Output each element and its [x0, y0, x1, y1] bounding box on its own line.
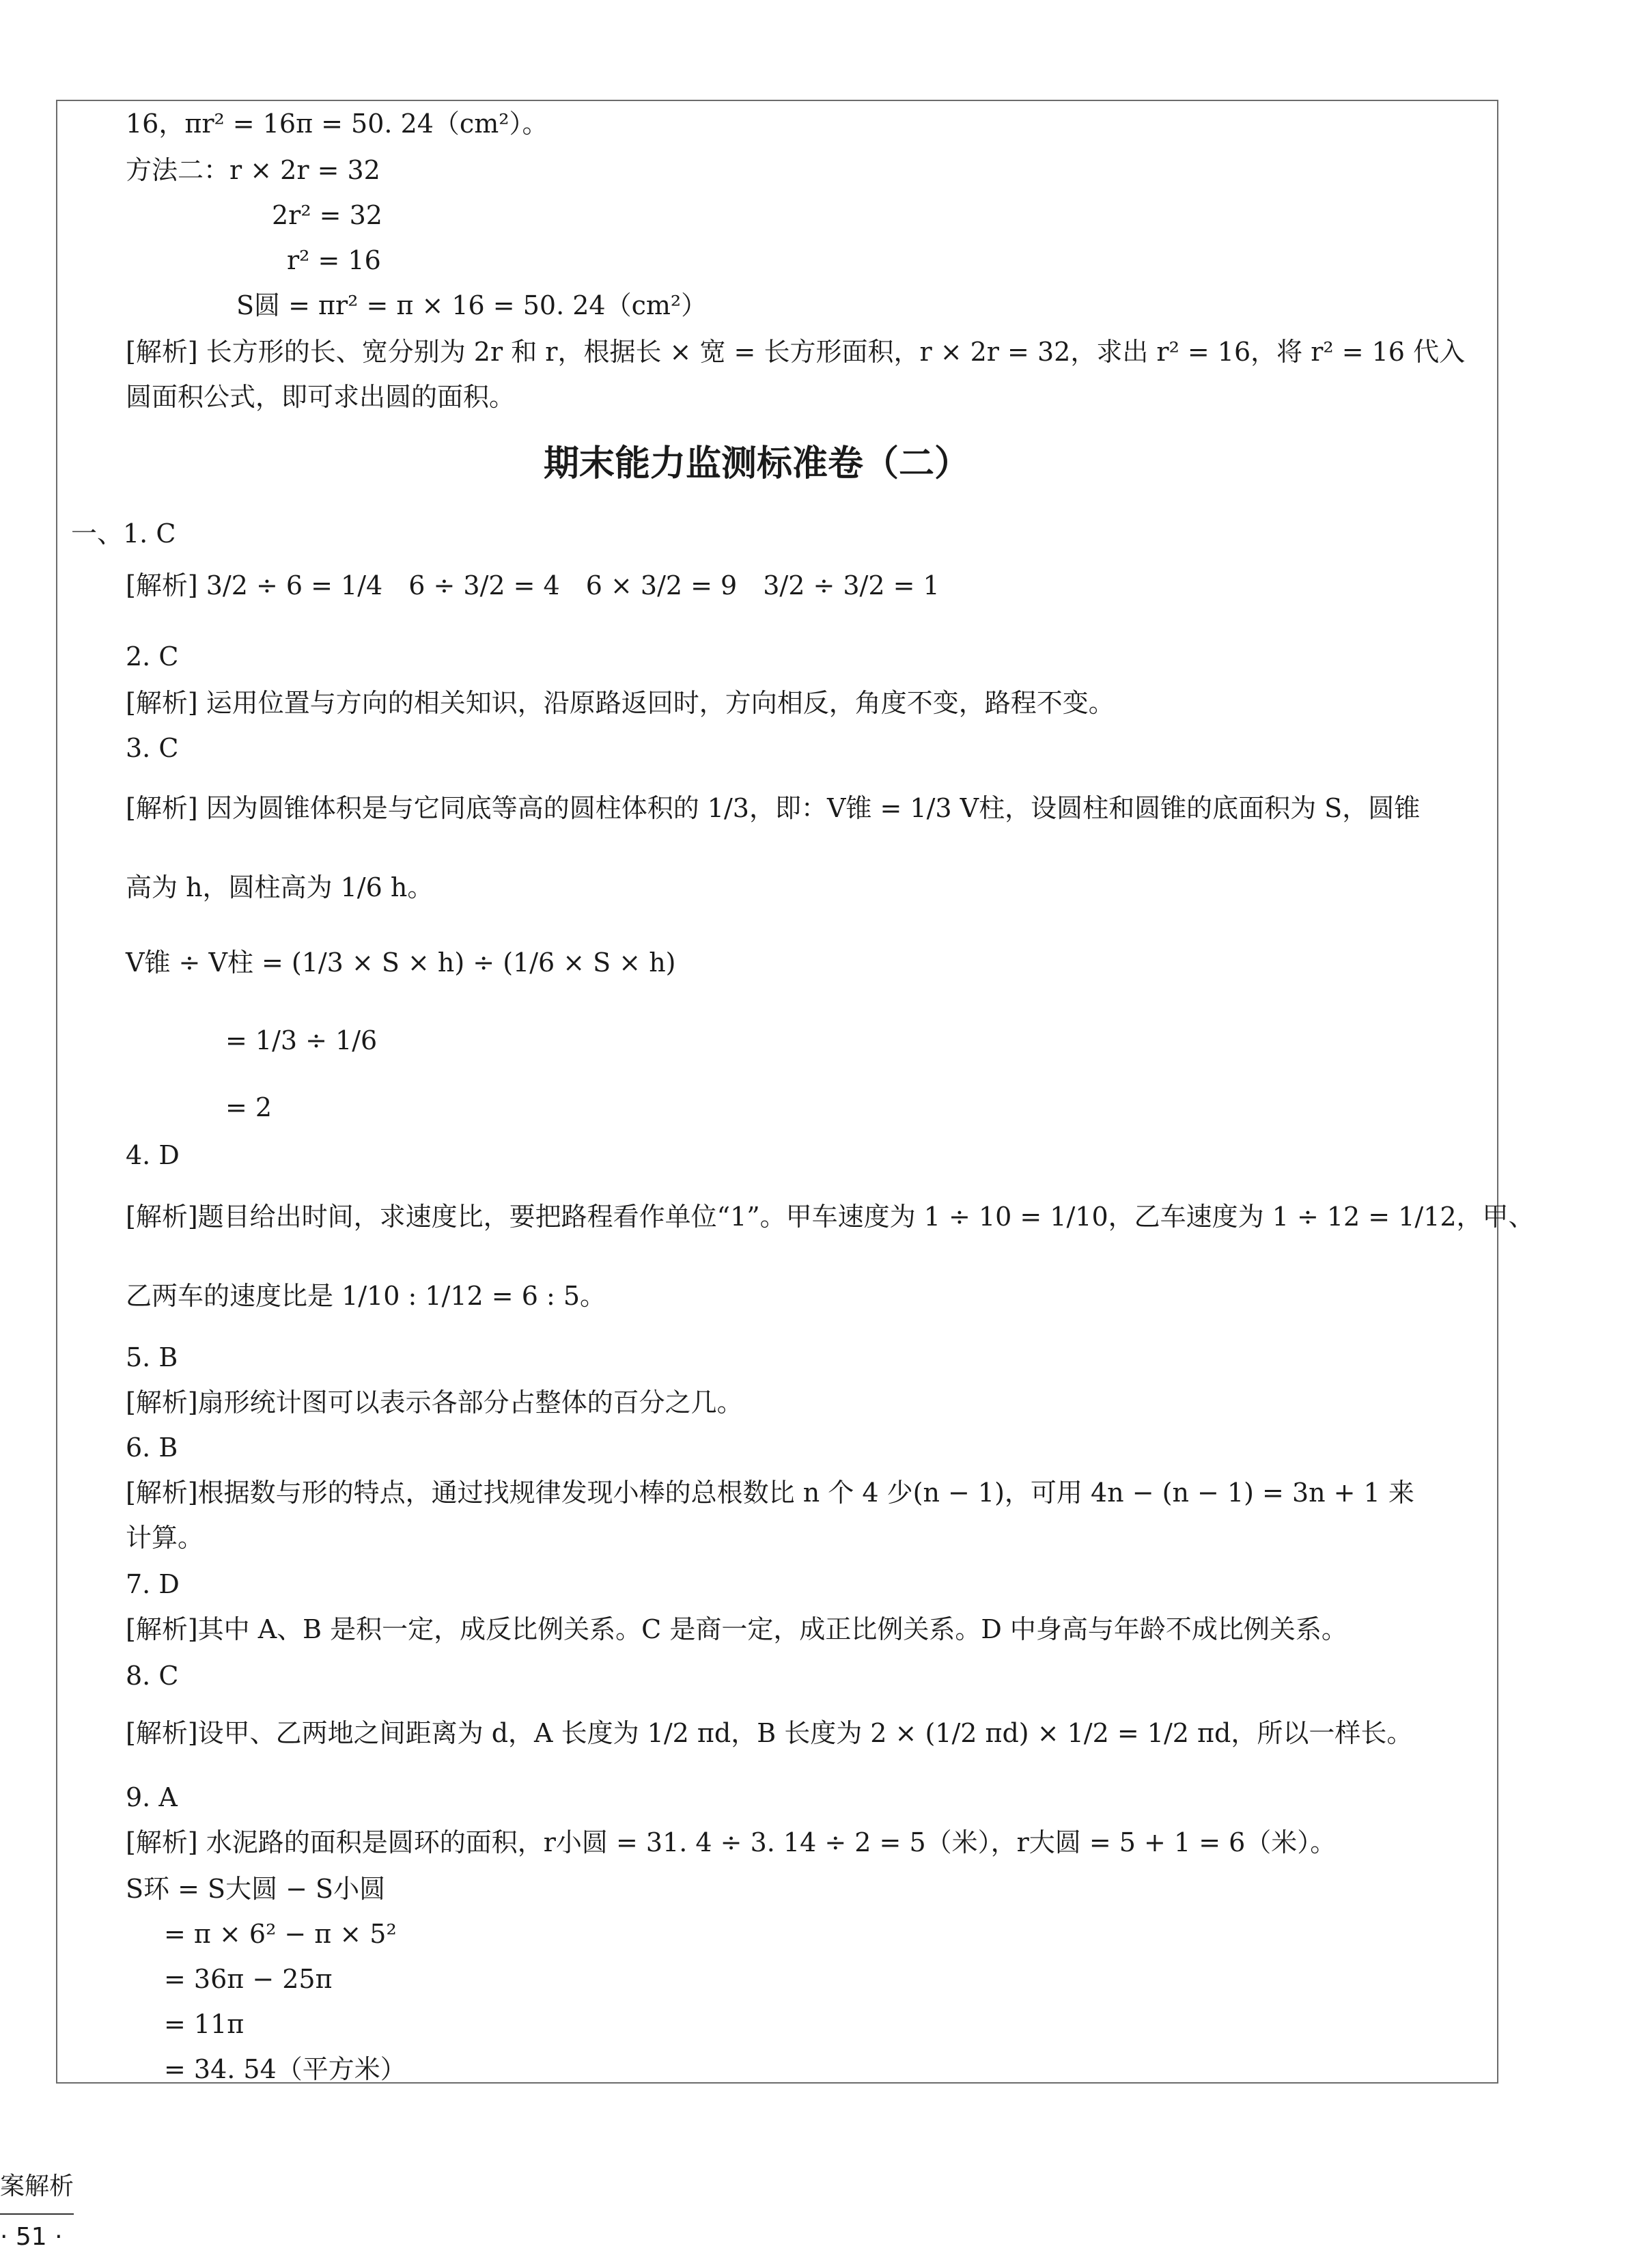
text-line-22: 5. B [126, 1342, 178, 1372]
text-line-1: 16，πr² = 16π = 50. 24（cm²）。 [126, 109, 548, 139]
text-line-36: = 11π [164, 2009, 244, 2039]
text-line-30: [解析]设甲、乙两地之间距离为 d，A 长度为 1/2 πd，B 长度为 2 × (1/2 πd) × 1/2 = 1/2 πd，所以一样长。 [126, 1718, 1413, 1748]
page-number: · 51 · [0, 2223, 63, 2251]
text-line-12: [解析] 运用位置与方向的相关知识，沿原路返回时，方向相反，角度不变，路程不变。 [126, 688, 1115, 718]
text-line-31: 9. A [126, 1782, 178, 1812]
text-line-23: [解析]扇形统计图可以表示各部分占整体的百分之几。 [126, 1387, 743, 1418]
text-line-32: [解析] 水泥路的面积是圆环的面积，r小圆 = 31. 4 ÷ 3. 14 ÷ 2 = 5（米），r大圆 = 5 + 1 = 6（米）。 [126, 1827, 1337, 1857]
text-line-15: 高为 h，圆柱高为 1/6 h。 [126, 872, 434, 902]
text-line-11: 2. C [126, 641, 179, 672]
section-title: 期末能力监测标准卷（二） [544, 443, 970, 484]
footer-label: 案解析 [0, 2172, 74, 2200]
text-line-5: S圆 = πr² = π × 16 = 50. 24（cm²） [236, 290, 708, 320]
text-line-29: 8. C [126, 1661, 179, 1691]
text-line-17: = 1/3 ÷ 1/6 [225, 1025, 378, 1055]
text-line-34: = π × 6² − π × 5² [164, 1919, 397, 1949]
text-line-25: [解析]根据数与形的特点，通过找规律发现小棒的总根数比 n 个 4 少(n − 1)，可用 4n − (n − 1) = 3n + 1 来 [126, 1478, 1414, 1508]
text-line-19: 4. D [126, 1140, 180, 1170]
text-line-7: 圆面积公式，即可求出圆的面积。 [126, 382, 516, 412]
text-line-13: 3. C [126, 733, 179, 763]
text-line-33: S环 = S大圆 − S小圆 [126, 1874, 386, 1904]
text-line-24: 6. B [126, 1433, 178, 1463]
text-line-37: = 34. 54（平方米） [164, 2054, 406, 2084]
text-line-10: [解析] 3/2 ÷ 6 = 1/4 6 ÷ 3/2 = 4 6 × 3/2 = 9 3/2 ÷ 3/2 = 1 [126, 570, 940, 600]
text-line-2: 方法二：r × 2r = 32 [126, 155, 380, 185]
text-line-28: [解析]其中 A、B 是积一定，成反比例关系。C 是商一定，成正比例关系。D 中身高与年龄不成比例关系。 [126, 1614, 1347, 1644]
text-line-14: [解析] 因为圆锥体积是与它同底等高的圆柱体积的 1/3，即：V锥 = 1/3 V柱，设圆柱和圆锥的底面积为 S，圆锥 [126, 793, 1421, 823]
text-line-27: 7. D [126, 1569, 180, 1599]
text-line-3: 2r² = 32 [272, 200, 382, 230]
footer-rule [0, 2213, 74, 2215]
text-line-16: V锥 ÷ V柱 = (1/3 × S × h) ÷ (1/6 × S × h) [126, 948, 676, 978]
text-line-26: 计算。 [126, 1523, 204, 1553]
text-line-4: r² = 16 [287, 245, 381, 275]
text-line-9: 一、1. C [71, 518, 176, 549]
text-line-35: = 36π − 25π [164, 1964, 333, 1994]
text-line-20: [解析]题目给出时间，求速度比，要把路程看作单位“1”。甲车速度为 1 ÷ 10 = 1/10，乙车速度为 1 ÷ 12 = 1/12，甲、 [126, 1202, 1535, 1232]
text-line-21: 乙两车的速度比是 1/10 : 1/12 = 6 : 5。 [126, 1281, 606, 1311]
text-line-6: [解析] 长方形的长、宽分别为 2r 和 r，根据长 × 宽 = 长方形面积，r × 2r = 32，求出 r² = 16，将 r² = 16 代入 [126, 337, 1466, 367]
text-line-18: = 2 [225, 1092, 272, 1122]
